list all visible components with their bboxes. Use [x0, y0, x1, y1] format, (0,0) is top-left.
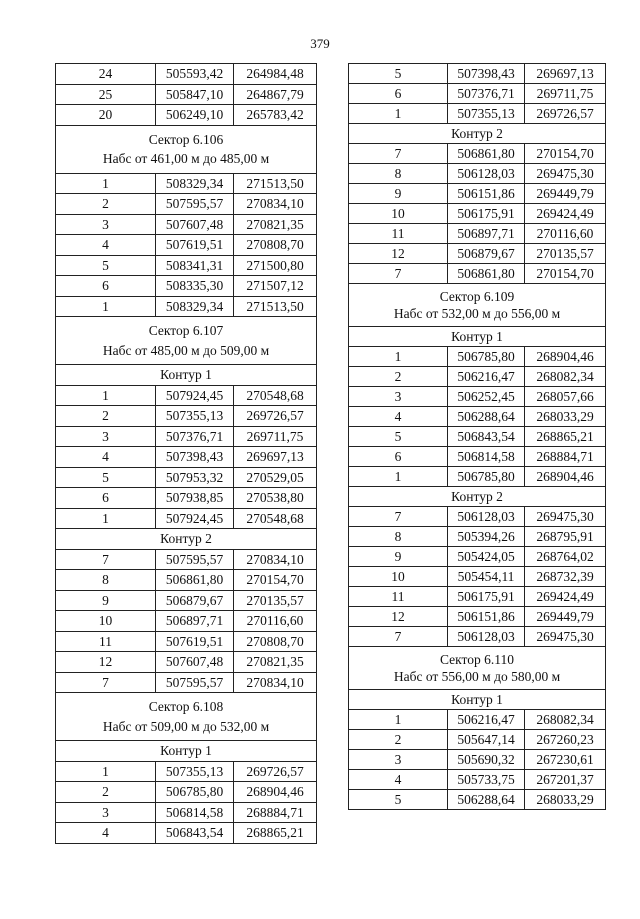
point-number: 3	[56, 426, 156, 447]
table-row	[56, 672, 317, 693]
x-coordinate: 507376,71	[448, 84, 525, 104]
y-coordinate: 270154,70	[525, 264, 606, 284]
x-coordinate: 507938,85	[156, 488, 234, 509]
x-coordinate: 506879,67	[448, 244, 525, 264]
table-row	[56, 276, 317, 297]
y-coordinate: 269697,13	[525, 64, 606, 84]
point-number: 1	[349, 467, 448, 487]
point-number: 5	[56, 467, 156, 488]
x-coordinate: 507924,45	[156, 385, 234, 406]
point-number: 20	[56, 105, 156, 126]
point-number: 1	[349, 347, 448, 367]
point-number: 10	[56, 611, 156, 632]
point-number: 8	[349, 527, 448, 547]
sector-header-row	[56, 693, 317, 741]
table-row	[56, 590, 317, 611]
y-coordinate: 268884,71	[234, 802, 317, 823]
table-row	[349, 104, 606, 124]
y-coordinate: 268732,39	[525, 567, 606, 587]
point-number: 2	[56, 782, 156, 803]
contour-header-row	[349, 690, 606, 710]
point-number: 6	[349, 84, 448, 104]
point-number: 2	[349, 367, 448, 387]
sector-range: Набс от 532,00 м до 556,00 м	[393, 306, 561, 321]
table-row	[56, 194, 317, 215]
contour-header-row	[349, 327, 606, 347]
point-number: 4	[56, 235, 156, 256]
y-coordinate: 270529,05	[234, 467, 317, 488]
table-row	[349, 204, 606, 224]
y-coordinate: 269697,13	[234, 447, 317, 468]
point-number: 1	[56, 761, 156, 782]
table-row	[56, 105, 317, 126]
point-number: 2	[349, 730, 448, 750]
point-number: 9	[56, 590, 156, 611]
point-number: 1	[56, 508, 156, 529]
point-number: 1	[349, 710, 448, 730]
table-row	[349, 264, 606, 284]
contour-header-row	[349, 124, 606, 144]
x-coordinate: 507376,71	[156, 426, 234, 447]
y-coordinate: 268865,21	[234, 823, 317, 844]
y-coordinate: 268033,29	[525, 790, 606, 810]
x-coordinate: 506843,54	[448, 427, 525, 447]
x-coordinate: 508341,31	[156, 255, 234, 276]
table-row	[56, 64, 317, 85]
x-coordinate: 506288,64	[448, 790, 525, 810]
point-number: 7	[56, 672, 156, 693]
point-number: 5	[349, 790, 448, 810]
sector-range: Набс от 485,00 м до 509,00 м	[102, 342, 270, 358]
point-number: 11	[56, 631, 156, 652]
sector-title: Сектор 6.110	[439, 652, 514, 667]
table-row	[56, 214, 317, 235]
table-row	[56, 426, 317, 447]
table-row	[349, 750, 606, 770]
x-coordinate: 507607,48	[156, 214, 234, 235]
table-row	[56, 782, 317, 803]
point-number: 7	[349, 144, 448, 164]
table-row	[349, 607, 606, 627]
left-column	[55, 63, 316, 844]
contour-label: Контур 2	[349, 487, 606, 507]
table-row	[56, 406, 317, 427]
point-number: 2	[56, 406, 156, 427]
table-row	[56, 296, 317, 317]
table-row	[349, 587, 606, 607]
sector-header-row	[349, 284, 606, 327]
x-coordinate: 505593,42	[156, 64, 234, 85]
y-coordinate: 267230,61	[525, 750, 606, 770]
y-coordinate: 270154,70	[234, 570, 317, 591]
table-row	[56, 823, 317, 844]
table-row	[56, 570, 317, 591]
sector-header	[56, 693, 317, 741]
y-coordinate: 264867,79	[234, 84, 317, 105]
contour-label: Контур 2	[56, 529, 317, 550]
y-coordinate: 265783,42	[234, 105, 317, 126]
table-row	[56, 802, 317, 823]
y-coordinate: 270808,70	[234, 631, 317, 652]
point-number: 3	[349, 387, 448, 407]
point-number: 5	[349, 64, 448, 84]
table-row	[349, 770, 606, 790]
x-coordinate: 507398,43	[448, 64, 525, 84]
point-number: 10	[349, 204, 448, 224]
sector-range: Набс от 556,00 м до 580,00 м	[393, 669, 561, 684]
y-coordinate: 264984,48	[234, 64, 317, 85]
point-number: 11	[349, 587, 448, 607]
table-row	[56, 549, 317, 570]
y-coordinate: 269475,30	[525, 627, 606, 647]
y-coordinate: 268795,91	[525, 527, 606, 547]
x-coordinate: 506151,86	[448, 607, 525, 627]
sector-title: Сектор 6.109	[439, 289, 515, 304]
x-coordinate: 506175,91	[448, 587, 525, 607]
y-coordinate: 270834,10	[234, 672, 317, 693]
point-number: 5	[56, 255, 156, 276]
table-row	[349, 527, 606, 547]
x-coordinate: 505847,10	[156, 84, 234, 105]
point-number: 5	[349, 427, 448, 447]
x-coordinate: 506879,67	[156, 590, 234, 611]
y-coordinate: 268904,46	[525, 467, 606, 487]
x-coordinate: 506861,80	[156, 570, 234, 591]
x-coordinate: 507619,51	[156, 235, 234, 256]
table-row	[349, 790, 606, 810]
point-number: 25	[56, 84, 156, 105]
y-coordinate: 268057,66	[525, 387, 606, 407]
y-coordinate: 270834,10	[234, 549, 317, 570]
point-number: 12	[349, 244, 448, 264]
point-number: 24	[56, 64, 156, 85]
contour-label: Контур 1	[349, 690, 606, 710]
y-coordinate: 267201,37	[525, 770, 606, 790]
coordinates-table-right	[348, 63, 606, 810]
x-coordinate: 505394,26	[448, 527, 525, 547]
point-number: 3	[56, 802, 156, 823]
point-number: 1	[349, 104, 448, 124]
x-coordinate: 507953,32	[156, 467, 234, 488]
y-coordinate: 268884,71	[525, 447, 606, 467]
y-coordinate: 269726,57	[525, 104, 606, 124]
x-coordinate: 508329,34	[156, 173, 234, 194]
x-coordinate: 506897,71	[156, 611, 234, 632]
table-row	[56, 447, 317, 468]
point-number: 10	[349, 567, 448, 587]
table-row	[349, 84, 606, 104]
y-coordinate: 269449,79	[525, 607, 606, 627]
point-number: 3	[56, 214, 156, 235]
x-coordinate: 506288,64	[448, 407, 525, 427]
x-coordinate: 505454,11	[448, 567, 525, 587]
x-coordinate: 506252,45	[448, 387, 525, 407]
sector-title: Сектор 6.106	[148, 131, 224, 147]
sector-title: Сектор 6.108	[148, 699, 224, 714]
x-coordinate: 505690,32	[448, 750, 525, 770]
point-number: 7	[349, 627, 448, 647]
table-row	[349, 407, 606, 427]
table-row	[349, 184, 606, 204]
y-coordinate: 270548,68	[234, 508, 317, 529]
x-coordinate: 507619,51	[156, 631, 234, 652]
x-coordinate: 505733,75	[448, 770, 525, 790]
sector-header-row	[349, 647, 606, 690]
y-coordinate: 271513,50	[234, 173, 317, 194]
table-row	[56, 84, 317, 105]
table-row	[349, 164, 606, 184]
x-coordinate: 506814,58	[448, 447, 525, 467]
x-coordinate: 507595,57	[156, 194, 234, 215]
y-coordinate: 270834,10	[234, 194, 317, 215]
table-row	[349, 447, 606, 467]
sector-header	[56, 125, 317, 173]
table-row	[349, 507, 606, 527]
point-number: 12	[56, 652, 156, 673]
point-number: 3	[349, 750, 448, 770]
y-coordinate: 269475,30	[525, 507, 606, 527]
x-coordinate: 507924,45	[156, 508, 234, 529]
x-coordinate: 506249,10	[156, 105, 234, 126]
table-row	[56, 467, 317, 488]
y-coordinate: 269711,75	[525, 84, 606, 104]
point-number: 7	[349, 507, 448, 527]
table-row	[349, 567, 606, 587]
y-coordinate: 271507,12	[234, 276, 317, 297]
table-row	[349, 144, 606, 164]
x-coordinate: 506861,80	[448, 144, 525, 164]
y-coordinate: 267260,23	[525, 730, 606, 750]
table-row	[349, 467, 606, 487]
y-coordinate: 269726,57	[234, 406, 317, 427]
x-coordinate: 506216,47	[448, 710, 525, 730]
x-coordinate: 506843,54	[156, 823, 234, 844]
y-coordinate: 270154,70	[525, 144, 606, 164]
sector-title: Сектор 6.107	[148, 323, 224, 338]
point-number: 8	[349, 164, 448, 184]
point-number: 4	[56, 447, 156, 468]
x-coordinate: 507398,43	[156, 447, 234, 468]
sector-header	[56, 317, 317, 365]
x-coordinate: 506175,91	[448, 204, 525, 224]
x-coordinate: 506785,80	[156, 782, 234, 803]
point-number: 4	[349, 407, 448, 427]
table-row	[56, 761, 317, 782]
x-coordinate: 506861,80	[448, 264, 525, 284]
point-number: 6	[56, 276, 156, 297]
table-row	[349, 224, 606, 244]
right-column	[348, 63, 605, 810]
y-coordinate: 269449,79	[525, 184, 606, 204]
point-number: 8	[56, 570, 156, 591]
x-coordinate: 507607,48	[156, 652, 234, 673]
table-row	[56, 508, 317, 529]
x-coordinate: 507355,13	[448, 104, 525, 124]
x-coordinate: 506128,03	[448, 164, 525, 184]
y-coordinate: 269711,75	[234, 426, 317, 447]
x-coordinate: 508335,30	[156, 276, 234, 297]
y-coordinate: 269424,49	[525, 587, 606, 607]
y-coordinate: 270116,60	[525, 224, 606, 244]
y-coordinate: 270538,80	[234, 488, 317, 509]
y-coordinate: 270821,35	[234, 652, 317, 673]
table-row	[56, 611, 317, 632]
x-coordinate: 507595,57	[156, 672, 234, 693]
sector-header-row	[56, 317, 317, 365]
y-coordinate: 268082,34	[525, 367, 606, 387]
table-row	[349, 64, 606, 84]
point-number: 7	[56, 549, 156, 570]
y-coordinate: 270116,60	[234, 611, 317, 632]
point-number: 6	[56, 488, 156, 509]
y-coordinate: 270548,68	[234, 385, 317, 406]
table-row	[56, 255, 317, 276]
point-number: 4	[349, 770, 448, 790]
contour-header-row	[56, 365, 317, 386]
x-coordinate: 507595,57	[156, 549, 234, 570]
table-row	[349, 347, 606, 367]
sector-header-row	[56, 125, 317, 173]
y-coordinate: 268865,21	[525, 427, 606, 447]
x-coordinate: 507355,13	[156, 406, 234, 427]
sector-range: Набс от 509,00 м до 532,00 м	[102, 718, 270, 734]
y-coordinate: 270135,57	[234, 590, 317, 611]
sector-header	[349, 647, 606, 690]
y-coordinate: 269475,30	[525, 164, 606, 184]
contour-label: Контур 1	[349, 327, 606, 347]
table-row	[349, 427, 606, 447]
table-row	[56, 652, 317, 673]
y-coordinate: 269424,49	[525, 204, 606, 224]
sector-range: Набс от 461,00 м до 485,00 м	[102, 151, 270, 166]
contour-header-row	[56, 741, 317, 762]
point-number: 1	[56, 173, 156, 194]
table-row	[56, 235, 317, 256]
x-coordinate: 506151,86	[448, 184, 525, 204]
table-row	[349, 387, 606, 407]
x-coordinate: 508329,34	[156, 296, 234, 317]
table-row	[56, 488, 317, 509]
contour-label: Контур 1	[56, 365, 317, 386]
point-number: 9	[349, 184, 448, 204]
y-coordinate: 268904,46	[525, 347, 606, 367]
y-coordinate: 270135,57	[525, 244, 606, 264]
table-row	[349, 244, 606, 264]
point-number: 9	[349, 547, 448, 567]
y-coordinate: 270808,70	[234, 235, 317, 256]
y-coordinate: 268764,02	[525, 547, 606, 567]
y-coordinate: 269726,57	[234, 761, 317, 782]
table-row	[56, 631, 317, 652]
x-coordinate: 506785,80	[448, 467, 525, 487]
x-coordinate: 506897,71	[448, 224, 525, 244]
table-row	[349, 627, 606, 647]
y-coordinate: 268033,29	[525, 407, 606, 427]
table-row	[349, 547, 606, 567]
x-coordinate: 506128,03	[448, 507, 525, 527]
y-coordinate: 268904,46	[234, 782, 317, 803]
y-coordinate: 270821,35	[234, 214, 317, 235]
point-number: 12	[349, 607, 448, 627]
contour-header-row	[56, 529, 317, 550]
contour-label: Контур 2	[349, 124, 606, 144]
table-row	[56, 173, 317, 194]
coordinates-table-left	[55, 63, 317, 844]
x-coordinate: 505424,05	[448, 547, 525, 567]
contour-label: Контур 1	[56, 741, 317, 762]
point-number: 1	[56, 296, 156, 317]
x-coordinate: 506216,47	[448, 367, 525, 387]
x-coordinate: 506785,80	[448, 347, 525, 367]
y-coordinate: 271513,50	[234, 296, 317, 317]
point-number: 1	[56, 385, 156, 406]
table-row	[349, 710, 606, 730]
x-coordinate: 506814,58	[156, 802, 234, 823]
x-coordinate: 507355,13	[156, 761, 234, 782]
point-number: 7	[349, 264, 448, 284]
point-number: 2	[56, 194, 156, 215]
table-row	[56, 385, 317, 406]
x-coordinate: 505647,14	[448, 730, 525, 750]
point-number: 6	[349, 447, 448, 467]
point-number: 11	[349, 224, 448, 244]
page-number: 379	[310, 36, 330, 51]
table-row	[349, 730, 606, 750]
y-coordinate: 271500,80	[234, 255, 317, 276]
table-row	[349, 367, 606, 387]
sector-header	[349, 284, 606, 327]
contour-header-row	[349, 487, 606, 507]
x-coordinate: 506128,03	[448, 627, 525, 647]
y-coordinate: 268082,34	[525, 710, 606, 730]
point-number: 4	[56, 823, 156, 844]
